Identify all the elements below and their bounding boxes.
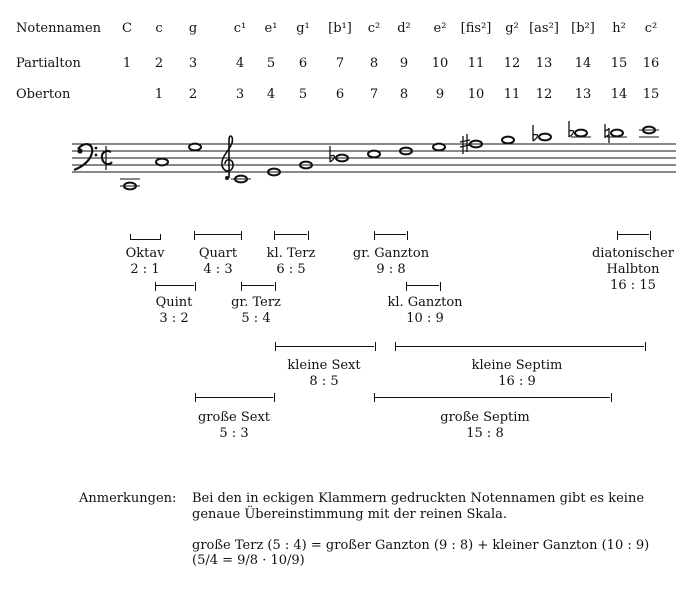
interval-ratio: 6 : 5	[276, 262, 306, 277]
interval-name2: Halbton	[606, 262, 660, 277]
partialton-cell: 16	[642, 56, 660, 71]
note-c2	[368, 151, 380, 158]
notennamen-cell: [as²]	[529, 21, 559, 36]
partialton-cell: 14	[574, 56, 592, 71]
interval-name: Quint	[155, 295, 193, 310]
note-h2	[611, 130, 623, 137]
oberton-cell: 4	[266, 87, 276, 102]
bracket-gr-terz	[241, 282, 276, 291]
row-label-oberton: Oberton	[16, 87, 71, 102]
interval-ratio: 8 : 5	[309, 374, 339, 389]
interval-quart	[199, 246, 237, 278]
oberton-cell: 3	[235, 87, 245, 102]
notennamen-cell: c²	[644, 21, 658, 36]
interval-ratio: 9 : 8	[376, 262, 406, 277]
partialton-cell: 11	[467, 56, 485, 71]
partialton-cell: 10	[431, 56, 449, 71]
notennamen-cell: h²	[612, 21, 626, 36]
notennamen-cell: c²	[367, 21, 381, 36]
bracket-quart-line	[194, 234, 242, 235]
note-b2	[575, 130, 587, 137]
note-e2	[433, 144, 445, 151]
interval-quint	[156, 295, 193, 327]
interval-kleine-septim	[472, 358, 563, 390]
natural-icon	[605, 124, 609, 143]
music-staff	[0, 0, 700, 230]
notennamen-cell: g	[188, 21, 198, 36]
notennamen-cell: d²	[397, 21, 411, 36]
interval-name: große Sext	[197, 410, 271, 425]
notennamen-cell: e¹	[264, 21, 278, 36]
notes-line-3: große Terz (5 : 4) = großer Ganzton (9 : 8) + kleiner Ganzton (10 : 9)	[192, 538, 650, 553]
interval-name: Oktav	[125, 246, 165, 261]
interval-ratio: 4 : 3	[203, 262, 233, 277]
oberton-cell: 13	[574, 87, 592, 102]
interval-kl-terz	[267, 246, 316, 278]
oberton-cell: 8	[399, 87, 409, 102]
interval-halbton	[592, 246, 674, 294]
interval-name: kleine Septim	[471, 358, 563, 373]
interval-name: Quart	[198, 246, 238, 261]
interval-gr-terz	[231, 295, 281, 327]
partialton-cell: 6	[298, 56, 308, 71]
oberton-cell: 9	[435, 87, 445, 102]
bracket-gr-ganzton-line	[374, 234, 406, 235]
partialton-cell: 3	[188, 56, 198, 71]
interval-ratio: 5 : 3	[219, 426, 249, 441]
notes-heading: Anmerkungen:	[79, 491, 177, 506]
partialton-cell: 2	[154, 56, 164, 71]
bracket-grosse-sext-line	[195, 397, 273, 398]
bass-clef-icon	[74, 144, 97, 170]
interval-name: große Septim	[440, 410, 530, 425]
interval-name: kl. Terz	[266, 246, 316, 261]
partialton-cell: 15	[610, 56, 628, 71]
interval-grosse-septim	[440, 410, 530, 442]
notennamen-cell: g¹	[296, 21, 310, 36]
interval-name: kl. Ganzton	[387, 295, 463, 310]
oberton-cell: 6	[335, 87, 345, 102]
bracket-quint	[155, 282, 196, 291]
bracket-kl-terz	[274, 231, 309, 240]
row-label-partialton: Partialton	[16, 56, 81, 71]
flat-icon	[330, 146, 335, 162]
notes-line-2: genaue Übereinstimmung mit der reinen Skala.	[192, 507, 508, 522]
note-c	[156, 159, 168, 166]
partialton-cell: 7	[335, 56, 345, 71]
bracket-kl-ganzton	[406, 282, 441, 291]
notennamen-cell: [b¹]	[328, 21, 352, 36]
oberton-cell: 2	[188, 87, 198, 102]
interval-ratio: 15 : 8	[466, 426, 504, 441]
flat-icon	[533, 125, 538, 141]
interval-ratio: 16 : 15	[610, 278, 656, 293]
oberton-cell: 11	[503, 87, 521, 102]
oberton-cell: 15	[642, 87, 660, 102]
partialton-cell: 4	[235, 56, 245, 71]
notennamen-cell: c¹	[233, 21, 247, 36]
note-as2	[539, 134, 551, 141]
interval-gr-ganzton	[353, 246, 429, 278]
bracket-kleine-sext-line	[275, 346, 374, 347]
bracket-kleine-septim-line	[395, 346, 644, 347]
interval-ratio: 2 : 1	[130, 262, 160, 277]
notennamen-cell: c	[155, 21, 163, 36]
notennamen-cell: g²	[505, 21, 519, 36]
interval-name: kleine Sext	[287, 358, 361, 373]
notes-line-1: Bei den in eckigen Klammern gedruckten Notennamen gibt es keine	[192, 491, 645, 506]
notes-line-4: (5/4 = 9/8 · 10/9)	[192, 553, 305, 568]
interval-ratio: 10 : 9	[406, 311, 444, 326]
note-g	[189, 144, 201, 151]
notennamen-cell: C	[122, 21, 132, 36]
bracket-halbton-line	[617, 234, 649, 235]
interval-grosse-sext	[198, 410, 270, 442]
interval-oktav	[126, 246, 165, 278]
note-g2	[502, 137, 514, 144]
bracket-kl-ganzton-line	[406, 285, 439, 286]
partialton-cell: 13	[535, 56, 553, 71]
bracket-halbton	[617, 231, 651, 240]
notennamen-cell: e²	[433, 21, 447, 36]
row-label-notennamen: Notennamen	[16, 21, 102, 36]
interval-name: gr. Terz	[231, 295, 281, 310]
oberton-cell: 5	[298, 87, 308, 102]
flat-icon	[569, 121, 574, 137]
interval-name: gr. Ganzton	[352, 246, 430, 261]
partialton-cell: 12	[503, 56, 521, 71]
oberton-cell: 14	[610, 87, 628, 102]
bracket-gr-ganzton	[374, 231, 408, 240]
oberton-cell: 1	[154, 87, 164, 102]
notennamen-cell: [fis²]	[460, 21, 492, 36]
interval-name: diatonischer	[591, 246, 675, 261]
interval-ratio: 16 : 9	[498, 374, 536, 389]
bracket-grosse-septim-line	[374, 397, 610, 398]
interval-kleine-sext	[287, 358, 360, 390]
oberton-cell: 10	[467, 87, 485, 102]
oberton-cell: 12	[535, 87, 553, 102]
interval-ratio: 3 : 2	[159, 311, 189, 326]
bracket-kl-terz-line	[274, 234, 307, 235]
bracket-quart	[194, 231, 242, 240]
partialton-cell: 1	[122, 56, 132, 71]
oberton-cell: 7	[369, 87, 379, 102]
partialton-cell: 9	[399, 56, 409, 71]
bracket-quint-line	[155, 285, 194, 286]
interval-kl-ganzton	[387, 295, 462, 327]
interval-ratio: 5 : 4	[241, 311, 271, 326]
notennamen-cell: [b²]	[571, 21, 595, 36]
bracket-oktav	[130, 234, 161, 240]
partialton-cell: 5	[266, 56, 276, 71]
partialton-cell: 8	[369, 56, 379, 71]
bracket-gr-terz-line	[241, 285, 274, 286]
